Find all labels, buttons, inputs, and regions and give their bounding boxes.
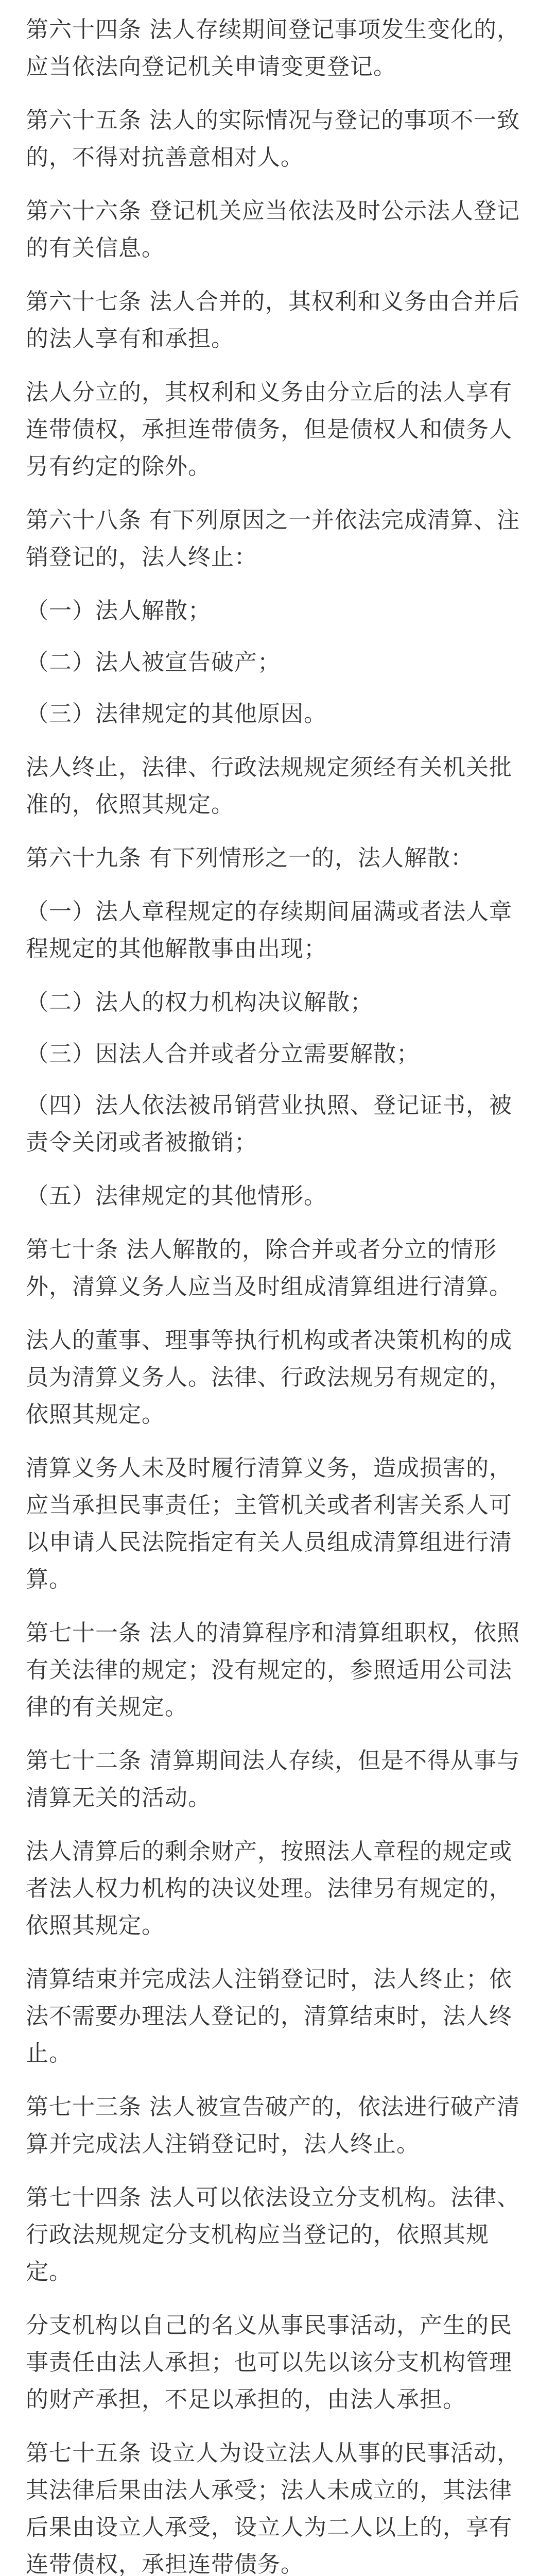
- article-65: 第六十五条 法人的实际情况与登记的事项不一致的，不得对抗善意相对人。: [26, 107, 520, 171]
- article-70-paragraph-3: 清算义务人未及时履行清算义务，造成损害的，应当承担民事责任；主管机关或者利害关系人可以申请人民法院指定有关人员组成清算组进行清算。: [26, 1455, 512, 1592]
- article-68-item-3: （三）法律规定的其他原因。: [26, 701, 327, 727]
- article-68-item-1: （一）法人解散；: [26, 598, 211, 624]
- article-67-paragraph-2: 法人分立的，其权利和义务由分立后的法人享有连带债权，承担连带债务，但是债权人和债务人另有约定的除外。: [26, 379, 512, 480]
- article-74: 第七十四条 法人可以依法设立分支机构。法律、行政法规规定分支机构应当登记的，依照其规定。: [26, 2184, 520, 2285]
- article-68-item-2: （二）法人被宣告破产；: [26, 649, 281, 675]
- article-68-paragraph-2: 法人终止，法律、行政法规规定须经有关机关批准的，依照其规定。: [26, 754, 512, 818]
- article-69-item-2: （二）法人的权力机构决议解散；: [26, 989, 373, 1015]
- article-74-paragraph-2: 分支机构以自己的名义从事民事活动，产生的民事责任由法人承担；也可以先以该分支机构管理的财产承担，不足以承担的，由法人承担。: [26, 2312, 512, 2413]
- article-69: 第六十九条 有下列情形之一的，法人解散：: [26, 845, 474, 871]
- article-75: 第七十五条 设立人为设立法人从事的民事活动，其法律后果由法人承受；法人未成立的，其法律后果由设立人承受，设立人为二人以上的，享有连带债权，承担连带债务。: [26, 2440, 520, 2576]
- article-64: 第六十四条 法人存续期间登记事项发生变化的，应当依法向登记机关申请变更登记。: [26, 16, 520, 80]
- article-69-item-5: （五）法律规定的其他情形。: [26, 1183, 327, 1209]
- article-67: 第六十七条 法人合并的，其权利和义务由合并后的法人享有和承担。: [26, 289, 520, 352]
- article-72: 第七十二条 清算期间法人存续，但是不得从事与清算无关的活动。: [26, 1748, 520, 1811]
- article-69-item-1: （一）法人章程规定的存续期间届满或者法人章程规定的其他解散事由出现；: [26, 899, 512, 962]
- article-69-item-4: （四）法人依法被吊销营业执照、登记证书，被责令关闭或者被撤销；: [26, 1092, 512, 1156]
- article-71: 第七十一条 法人的清算程序和清算组职权，依照有关法律的规定；没有规定的，参照适用公司法律的有关规定。: [26, 1620, 520, 1720]
- article-68: 第六十八条 有下列原因之一并依法完成清算、注销登记的，法人终止：: [26, 507, 520, 570]
- article-72-paragraph-2: 法人清算后的剩余财产，按照法人章程的规定或者法人权力机构的决议处理。法律另有规定的，依照其规定。: [26, 1838, 512, 1939]
- article-70-paragraph-2: 法人的董事、理事等执行机构或者决策机构的成员为清算义务人。法律、行政法规另有规定的，依照其规定。: [26, 1327, 512, 1428]
- article-72-paragraph-3: 清算结束并完成法人注销登记时，法人终止；依法不需要办理法人登记的，清算结束时，法人终止。: [26, 1966, 512, 2066]
- article-70: 第七十条 法人解散的，除合并或者分立的情形外，清算义务人应当及时组成清算组进行清算。: [26, 1236, 512, 1300]
- article-73: 第七十三条 法人被宣告破产的，依法进行破产清算并完成法人注销登记时，法人终止。: [26, 2094, 520, 2157]
- article-69-item-3: （三）因法人合并或者分立需要解散；: [26, 1041, 420, 1067]
- article-66: 第六十六条 登记机关应当依法及时公示法人登记的有关信息。: [26, 198, 520, 261]
